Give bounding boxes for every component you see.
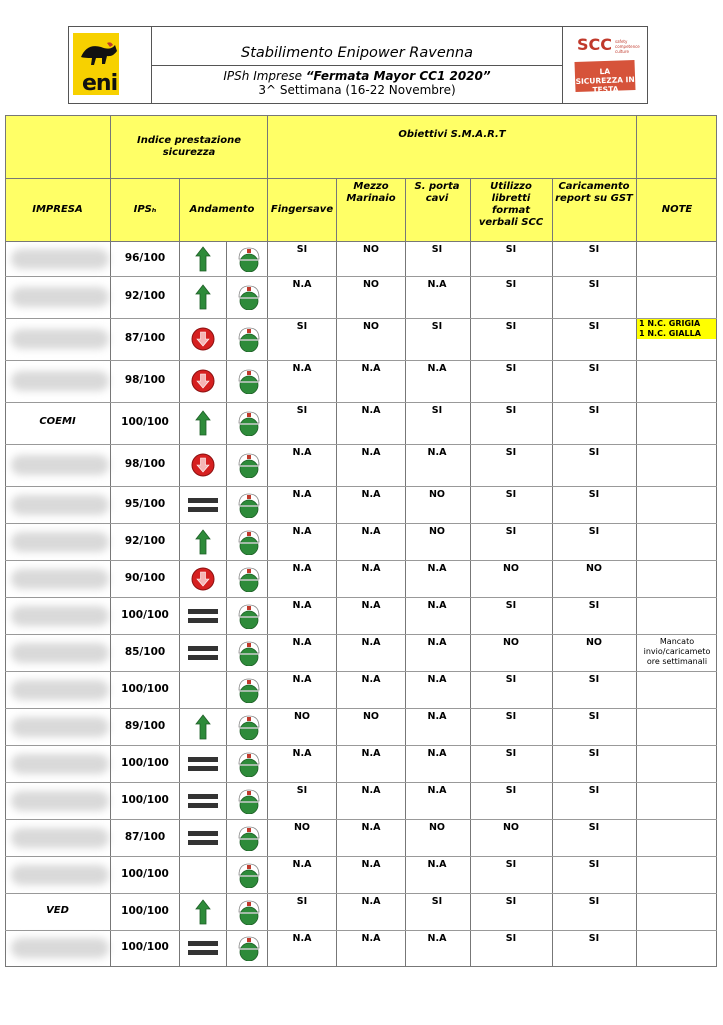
group-header-safety-index: Indice prestazione sicurezza <box>137 134 241 158</box>
value-mezzo: N.A <box>361 405 381 416</box>
value-report: SI <box>588 748 600 759</box>
grid-line-horizontal <box>5 671 717 672</box>
value-libretti: SI <box>505 711 517 722</box>
helmet-cell <box>228 410 270 436</box>
value-mezzo: N.A <box>361 600 381 611</box>
value-mezzo: N.A <box>361 896 381 907</box>
grid-line-horizontal <box>5 360 717 361</box>
trend-equal-icon <box>188 755 218 773</box>
trend-cell <box>180 640 226 666</box>
grid-line-horizontal <box>5 930 717 931</box>
value-report: SI <box>588 526 600 537</box>
value-fingersave: SI <box>296 896 308 907</box>
value-mezzo: NO <box>362 321 380 332</box>
value-libretti: SI <box>505 896 517 907</box>
green-helmet-icon <box>237 677 261 703</box>
trend-cell <box>180 492 226 518</box>
company-name-redacted <box>11 532 109 552</box>
subtitle-prefix: IPSh Imprese <box>223 69 302 83</box>
value-mezzo: N.A <box>361 447 381 458</box>
scc-wordmark: SCC <box>577 35 613 54</box>
trend-cell <box>180 899 226 925</box>
report-week: 3^ Settimana (16-22 Novembre) <box>258 83 456 97</box>
value-report: SI <box>588 785 600 796</box>
value-report: SI <box>588 363 600 374</box>
value-libretti: SI <box>505 489 517 500</box>
trend-up-arrow-icon <box>195 899 211 925</box>
grid-line-vertical <box>716 115 717 966</box>
value-fingersave: N.A <box>292 748 312 759</box>
value-fingersave: SI <box>296 244 308 255</box>
helmet-cell <box>228 788 270 814</box>
value-fingersave: N.A <box>292 563 312 574</box>
green-helmet-icon <box>237 862 261 888</box>
grid-line-horizontal <box>5 178 717 179</box>
grid-line-horizontal <box>5 444 717 445</box>
value-porta-cavi: SI <box>431 896 443 907</box>
value-mezzo: N.A <box>361 637 381 648</box>
green-helmet-icon <box>237 603 261 629</box>
trend-down-arrow-icon <box>191 327 215 351</box>
ips-score: 95/100 <box>124 498 166 510</box>
value-porta-cavi: N.A <box>427 933 447 944</box>
value-fingersave: N.A <box>292 600 312 611</box>
value-report: SI <box>588 279 600 290</box>
green-helmet-icon <box>237 326 261 352</box>
green-helmet-icon <box>237 452 261 478</box>
grid-line-vertical <box>336 178 337 966</box>
value-porta-cavi: N.A <box>427 859 447 870</box>
value-report: SI <box>588 489 600 500</box>
grid-line-vertical <box>226 241 227 966</box>
green-helmet-icon <box>237 935 261 961</box>
trend-cell <box>180 410 226 436</box>
table-row <box>5 402 717 444</box>
company-name: VED <box>46 905 69 916</box>
trend-cell <box>180 566 226 592</box>
grid-line-horizontal <box>5 597 717 598</box>
value-mezzo: N.A <box>361 822 381 833</box>
table-row <box>5 486 717 523</box>
table-row <box>5 708 717 745</box>
ips-score: 92/100 <box>124 535 166 547</box>
trend-up-arrow-icon <box>195 246 211 272</box>
document-header <box>68 26 648 104</box>
grid-line-horizontal <box>5 402 717 403</box>
grid-line-vertical <box>267 115 268 966</box>
col-header-report-gst: Caricamento report su GST <box>555 181 633 204</box>
grid-line-horizontal <box>5 745 717 746</box>
trend-cell <box>180 935 226 961</box>
trend-down-arrow-icon <box>191 567 215 591</box>
helmet-cell <box>228 714 270 740</box>
value-report: SI <box>588 405 600 416</box>
table-row <box>5 241 717 276</box>
grid-line-horizontal <box>5 966 717 967</box>
col-header-note: NOTE <box>661 203 693 215</box>
green-helmet-icon <box>237 284 261 310</box>
company-name-redacted <box>11 249 109 269</box>
trend-cell <box>180 246 226 272</box>
trend-equal-icon <box>188 792 218 810</box>
helmet-cell <box>228 935 270 961</box>
value-porta-cavi: N.A <box>427 563 447 574</box>
note-cell: Mancato invio/caricameto ore settimanali <box>643 637 711 666</box>
helmet-cell <box>228 603 270 629</box>
value-porta-cavi: N.A <box>427 674 447 685</box>
trend-equal-icon <box>188 939 218 957</box>
ips-score: 98/100 <box>124 374 166 386</box>
helmet-cell <box>228 529 270 555</box>
value-porta-cavi: N.A <box>427 279 447 290</box>
ips-score: 100/100 <box>121 868 169 880</box>
table-row <box>5 318 717 360</box>
grid-line-horizontal <box>5 782 717 783</box>
trend-cell <box>180 751 226 777</box>
table-row <box>5 819 717 856</box>
trend-cell <box>180 326 226 352</box>
grid-line-vertical <box>110 115 111 966</box>
ips-score: 87/100 <box>124 332 166 344</box>
scc-badge: LA SICUREZZA IN TESTA <box>574 60 635 92</box>
value-porta-cavi: N.A <box>427 363 447 374</box>
grid-line-horizontal <box>5 634 717 635</box>
company-name-redacted <box>11 938 109 958</box>
ips-score: 90/100 <box>124 572 166 584</box>
green-helmet-icon <box>237 492 261 518</box>
value-porta-cavi: NO <box>428 526 446 537</box>
trend-cell <box>180 529 226 555</box>
value-porta-cavi: N.A <box>427 748 447 759</box>
value-libretti: SI <box>505 748 517 759</box>
trend-up-arrow-icon <box>195 714 211 740</box>
grid-line-horizontal <box>5 241 717 242</box>
ips-score: 100/100 <box>121 905 169 917</box>
value-mezzo: N.A <box>361 933 381 944</box>
grid-line-vertical <box>405 178 406 966</box>
helmet-cell <box>228 326 270 352</box>
value-libretti: SI <box>505 405 517 416</box>
ips-score: 100/100 <box>121 794 169 806</box>
trend-up-arrow-icon <box>195 284 211 310</box>
grid-line-horizontal <box>5 115 717 116</box>
subtitle-event: “Fermata Mayor CC1 2020” <box>305 69 491 83</box>
company-name: COEMI <box>39 416 76 427</box>
col-header-fingersave: Fingersave <box>270 203 334 215</box>
value-mezzo: N.A <box>361 859 381 870</box>
value-report: SI <box>588 896 600 907</box>
grid-line-horizontal <box>5 819 717 820</box>
table-row <box>5 523 717 560</box>
col-header-mezzo-marinaio: Mezzo Marinaio <box>346 181 396 204</box>
group-header-smart: Obiettivi S.M.A.R.T <box>398 129 506 140</box>
company-name-redacted <box>11 495 109 515</box>
value-porta-cavi: SI <box>431 321 443 332</box>
table-row <box>5 597 717 634</box>
trend-up-arrow-icon <box>195 529 211 555</box>
table-row <box>5 444 717 486</box>
note-cell <box>637 319 717 339</box>
value-mezzo: NO <box>362 244 380 255</box>
eni-logo <box>69 27 152 103</box>
trend-cell <box>180 862 226 888</box>
green-helmet-icon <box>237 368 261 394</box>
helmet-cell <box>228 640 270 666</box>
helmet-cell <box>228 492 270 518</box>
table-row <box>5 856 717 893</box>
company-name-redacted <box>11 371 109 391</box>
company-name-redacted <box>11 791 109 811</box>
table-row <box>5 360 717 402</box>
trend-cell <box>180 368 226 394</box>
green-helmet-icon <box>237 825 261 851</box>
value-fingersave: N.A <box>292 637 312 648</box>
company-name-redacted <box>11 717 109 737</box>
value-fingersave: N.A <box>292 674 312 685</box>
table-row <box>5 560 717 597</box>
value-report: SI <box>588 600 600 611</box>
helmet-cell <box>228 246 270 272</box>
company-name-redacted <box>11 569 109 589</box>
trend-equal-icon <box>188 496 218 514</box>
company-name-redacted <box>11 287 109 307</box>
grid-line-horizontal <box>5 318 717 319</box>
helmet-cell <box>228 566 270 592</box>
trend-cell <box>180 825 226 851</box>
table-row <box>5 276 717 318</box>
grid-line-vertical <box>636 115 637 966</box>
scc-logo <box>562 27 647 103</box>
green-helmet-icon <box>237 640 261 666</box>
company-name-redacted <box>11 865 109 885</box>
helmet-cell <box>228 751 270 777</box>
trend-down-arrow-icon <box>191 369 215 393</box>
grid-line-vertical <box>470 178 471 966</box>
value-fingersave: NO <box>293 822 311 833</box>
value-porta-cavi: SI <box>431 405 443 416</box>
value-mezzo: N.A <box>361 563 381 574</box>
value-libretti: NO <box>502 563 520 574</box>
value-fingersave: N.A <box>292 933 312 944</box>
value-libretti: SI <box>505 363 517 374</box>
value-mezzo: N.A <box>361 363 381 374</box>
trend-cell <box>180 788 226 814</box>
value-report: SI <box>588 859 600 870</box>
helmet-cell <box>228 899 270 925</box>
company-name-redacted <box>11 643 109 663</box>
value-fingersave: N.A <box>292 489 312 500</box>
value-porta-cavi: N.A <box>427 600 447 611</box>
table-row <box>5 893 717 930</box>
value-fingersave: N.A <box>292 526 312 537</box>
value-mezzo: N.A <box>361 489 381 500</box>
grid-line-vertical <box>552 178 553 966</box>
value-mezzo: N.A <box>361 748 381 759</box>
green-helmet-icon <box>237 788 261 814</box>
value-mezzo: N.A <box>361 526 381 537</box>
value-porta-cavi: N.A <box>427 711 447 722</box>
trend-equal-icon <box>188 607 218 625</box>
value-libretti: SI <box>505 526 517 537</box>
company-name-redacted <box>11 329 109 349</box>
table-row <box>5 745 717 782</box>
value-libretti: SI <box>505 279 517 290</box>
value-report: SI <box>588 321 600 332</box>
green-helmet-icon <box>237 410 261 436</box>
grid-line-horizontal <box>5 523 717 524</box>
trend-cell <box>180 603 226 629</box>
helmet-cell <box>228 452 270 478</box>
col-header-trend: Andamento <box>189 203 255 215</box>
ips-score: 87/100 <box>124 831 166 843</box>
value-report: SI <box>588 244 600 255</box>
value-libretti: SI <box>505 933 517 944</box>
trend-cell <box>180 677 226 703</box>
col-header-ips: IPSₕ <box>133 203 157 215</box>
value-libretti: NO <box>502 637 520 648</box>
value-libretti: NO <box>502 822 520 833</box>
value-report: SI <box>588 822 600 833</box>
table-row <box>5 634 717 671</box>
green-helmet-icon <box>237 529 261 555</box>
grid-line-horizontal <box>5 893 717 894</box>
value-libretti: SI <box>505 674 517 685</box>
value-porta-cavi: N.A <box>427 637 447 648</box>
safety-index-table <box>5 115 717 966</box>
plant-title: Stabilimento Enipower Ravenna <box>151 27 563 66</box>
col-header-libretti: Utilizzo libretti format verbali SCC <box>478 181 544 228</box>
company-name-redacted <box>11 455 109 475</box>
table-row <box>5 782 717 819</box>
header-title-block <box>151 27 563 103</box>
value-libretti: SI <box>505 244 517 255</box>
value-report: SI <box>588 674 600 685</box>
green-helmet-icon <box>237 566 261 592</box>
value-porta-cavi: SI <box>431 244 443 255</box>
value-report: SI <box>588 933 600 944</box>
table-row <box>5 671 717 708</box>
ips-score: 96/100 <box>124 252 166 264</box>
grid-line-horizontal <box>5 856 717 857</box>
value-report: SI <box>588 447 600 458</box>
grid-line-vertical <box>5 115 6 966</box>
value-mezzo: NO <box>362 711 380 722</box>
trend-equal-icon <box>188 644 218 662</box>
trend-cell <box>180 284 226 310</box>
company-name-redacted <box>11 754 109 774</box>
helmet-cell <box>228 284 270 310</box>
value-mezzo: N.A <box>361 785 381 796</box>
col-header-company: IMPRESA <box>32 203 83 215</box>
trend-down-arrow-icon <box>191 453 215 477</box>
value-fingersave: SI <box>296 785 308 796</box>
value-fingersave: N.A <box>292 279 312 290</box>
ips-score: 100/100 <box>121 683 169 695</box>
ips-score: 98/100 <box>124 458 166 470</box>
company-name-redacted <box>11 828 109 848</box>
ips-score: 100/100 <box>121 757 169 769</box>
grid-line-horizontal <box>5 708 717 709</box>
value-porta-cavi: NO <box>428 822 446 833</box>
value-report: SI <box>588 711 600 722</box>
grid-line-horizontal <box>5 486 717 487</box>
ips-score: 85/100 <box>124 646 166 658</box>
grid-line-horizontal <box>5 560 717 561</box>
value-porta-cavi: N.A <box>427 785 447 796</box>
value-mezzo: N.A <box>361 674 381 685</box>
trend-cell <box>180 452 226 478</box>
scc-tagline: safety competence culture <box>615 39 640 54</box>
value-libretti: SI <box>505 785 517 796</box>
company-name-redacted <box>11 680 109 700</box>
helmet-cell <box>228 825 270 851</box>
value-mezzo: NO <box>362 279 380 290</box>
ips-score: 92/100 <box>124 290 166 302</box>
value-porta-cavi: N.A <box>427 447 447 458</box>
grid-line-horizontal <box>5 276 717 277</box>
nc-grey-badge: 1 N.C. GRIGIA <box>637 319 717 329</box>
value-fingersave: N.A <box>292 447 312 458</box>
value-libretti: SI <box>505 859 517 870</box>
ips-score: 89/100 <box>124 720 166 732</box>
ips-score: 100/100 <box>121 609 169 621</box>
grid-line-vertical <box>179 178 180 966</box>
trend-cell <box>180 714 226 740</box>
value-fingersave: N.A <box>292 363 312 374</box>
helmet-cell <box>228 677 270 703</box>
value-libretti: SI <box>505 321 517 332</box>
green-helmet-icon <box>237 751 261 777</box>
value-porta-cavi: NO <box>428 489 446 500</box>
helmet-cell <box>228 368 270 394</box>
value-report: NO <box>585 563 603 574</box>
table-row <box>5 930 717 966</box>
company-name-redacted <box>11 606 109 626</box>
col-header-porta-cavi: S. porta cavi <box>414 181 460 204</box>
green-helmet-icon <box>237 714 261 740</box>
value-fingersave: NO <box>293 711 311 722</box>
value-libretti: SI <box>505 447 517 458</box>
trend-up-arrow-icon <box>195 410 211 436</box>
helmet-cell <box>228 862 270 888</box>
eni-wordmark: eni <box>82 71 118 96</box>
nc-yellow-badge: 1 N.C. GIALLA <box>637 329 717 339</box>
green-helmet-icon <box>237 899 261 925</box>
value-libretti: SI <box>505 600 517 611</box>
value-fingersave: N.A <box>292 859 312 870</box>
green-helmet-icon <box>237 246 261 272</box>
value-fingersave: SI <box>296 321 308 332</box>
ips-score: 100/100 <box>121 941 169 953</box>
value-fingersave: SI <box>296 405 308 416</box>
trend-equal-icon <box>188 829 218 847</box>
value-report: NO <box>585 637 603 648</box>
ips-score: 100/100 <box>121 416 169 428</box>
report-subtitle <box>151 66 563 83</box>
